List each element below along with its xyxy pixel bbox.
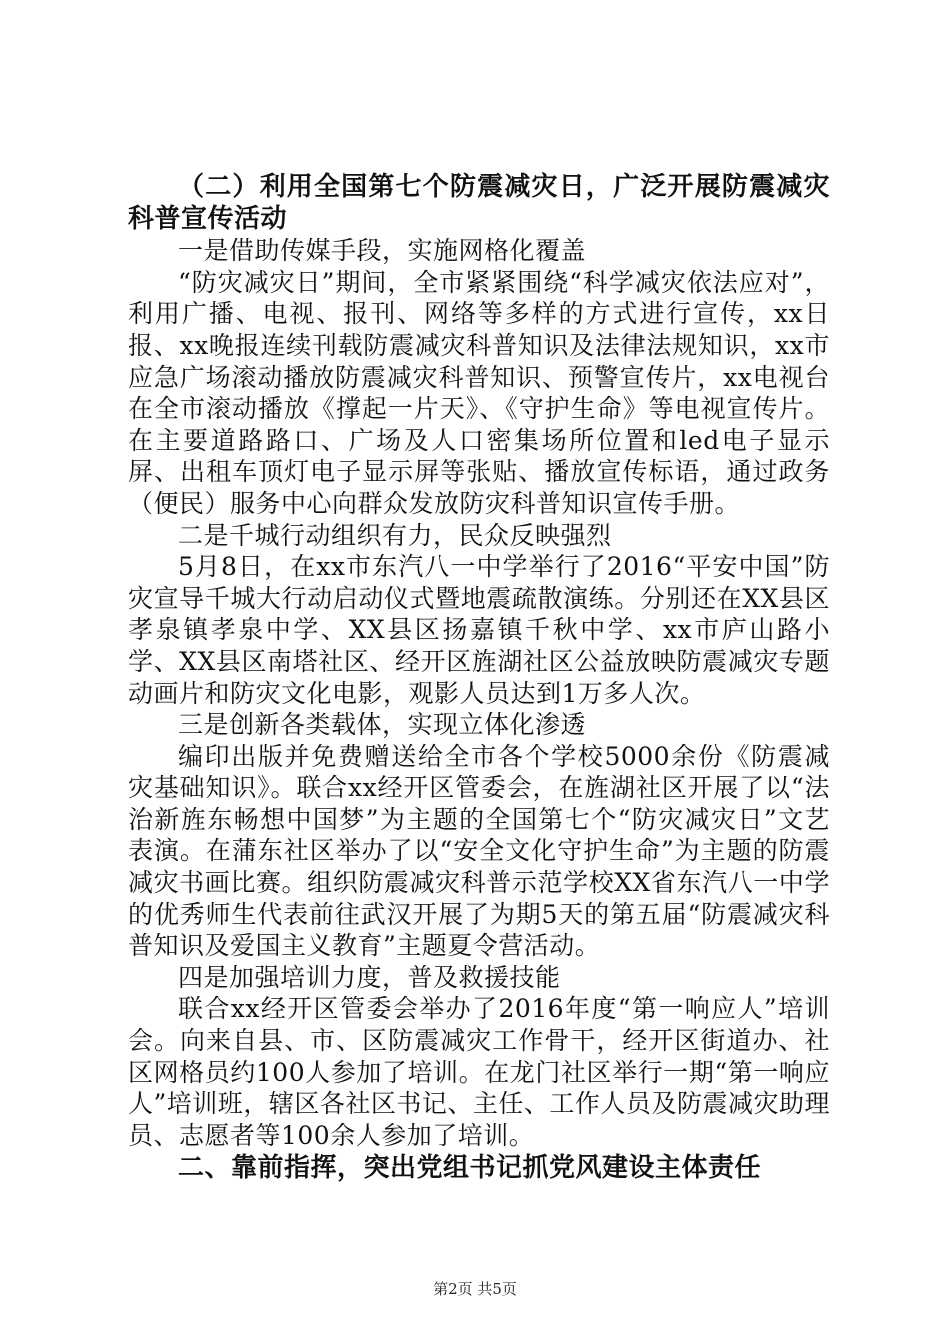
item-2-title: 二是千城行动组织有力，民众反映强烈 [178,520,612,550]
main-heading: 二、靠前指挥，突出党组书记抓党风建设主体责任 [178,1153,762,1184]
item-1-title: 一是借助传媒手段，实施网格化覆盖 [178,236,587,266]
document-body [128,172,830,1185]
item-1-body: “防灾减灾日”期间，全市紧紧围绕“科学减灾依法应对”，利用广播、电视、报刊、网络等多样的方式进行宣传，xx日报、xx晚报连续刊载防震减灾科普知识及法律法规知识，xx市应急广场滚动播放防震减灾科普知识、预警宣传片，xx电视台在全市滚动播放《撑起一片天》、《守护生命》等电视宣传片。在主要道路路口、广场及人口密集场所位置和led电子显示屏、出租车顶灯电子显示屏等张贴、播放宣传标语，通过政务（便民）服务中心向群众发放防灾科普知识宣传手册。 [128,267,830,518]
item-2-body: 5月8日，在xx市东汽八一中学举行了2016“平安中国”防灾宣导千城大行动启动仪式暨地震疏散演练。分别还在XX县区孝泉镇孝泉中学、XX县区扬嘉镇千秋中学、xx市庐山路小学、XX县区南塔社区、经开区旌湖社区公益放映防震减灾专题动画片和防灾文化电影，观影人员达到1万多人次。 [128,552,830,708]
section-heading: （二）利用全国第七个防震减灾日，广泛开展防震减灾科普宣传活动 [128,172,830,234]
item-3-body: 编印出版并免费赠送给全市各个学校5000余份《防震减灾基础知识》。联合xx经开区管委会，在旌湖社区开展了以“法治新旌东畅想中国梦”为主题的全国第七个“防灾减灾日”文艺表演。在蒲东社区举办了以“安全文化守护生命”为主题的防震减灾书画比赛。组织防震减灾科普示范学校XX省东汽八一中学的优秀师生代表前往武汉开展了为期5天的第五届“防震减灾科普知识及爱国主义教育”主题夏令营活动。 [128,741,830,961]
item-3-title: 三是创新各类载体，实现立体化渗透 [178,710,587,740]
item-4-body: 联合xx经开区管委会举办了2016年度“第一响应人”培训会。向来自县、市、区防震减灾工作骨干，经开区街道办、社区网格员约100人参加了培训。在龙门社区举行一期“第一响应人”培训班，辖区各社区书记、主任、工作人员及防震减灾助理员、志愿者等100余人参加了培训。 [128,994,830,1150]
page-footer: 第2页 共5页 [433,1280,517,1298]
item-4-title: 四是加强培训力度，普及救援技能 [178,962,561,992]
